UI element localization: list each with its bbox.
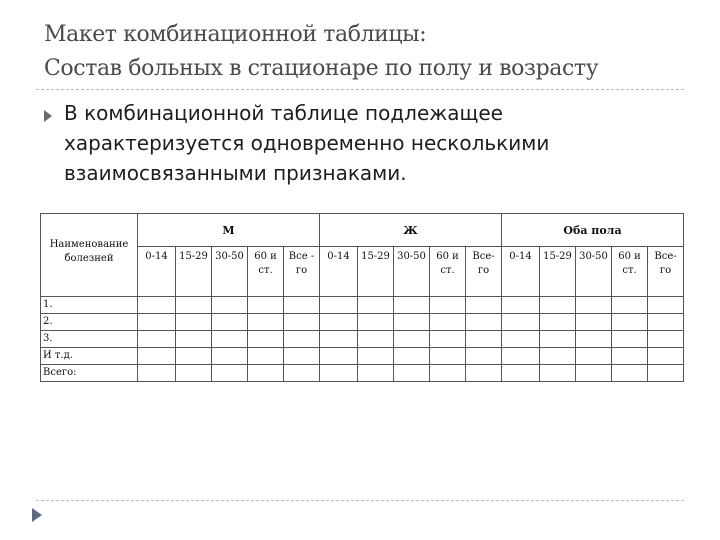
table-cell — [176, 331, 212, 348]
table-cell — [540, 365, 576, 382]
table-cell — [320, 331, 358, 348]
table-cell — [576, 314, 612, 331]
body-line-2: характеризуется одновременно несколькими — [64, 131, 550, 155]
table-cell — [430, 348, 466, 365]
table-cell — [540, 348, 576, 365]
row-label: 1. — [41, 297, 138, 314]
table-cell — [176, 314, 212, 331]
table-cell — [466, 331, 502, 348]
age-group-header: 0-14 — [320, 247, 358, 297]
table-cell — [394, 314, 430, 331]
table-cell — [358, 348, 394, 365]
table-cell — [284, 331, 320, 348]
table-cell — [138, 314, 176, 331]
table-cell — [576, 348, 612, 365]
title-divider — [36, 89, 684, 90]
age-group-header: 0-14 — [502, 247, 540, 297]
table-cell — [502, 297, 540, 314]
row-label: 3. — [41, 331, 138, 348]
table-cell — [648, 314, 684, 331]
table-cell — [248, 365, 284, 382]
table-cell — [394, 331, 430, 348]
table-cell — [176, 297, 212, 314]
table-cell — [248, 348, 284, 365]
table-cell — [358, 365, 394, 382]
table-cell — [430, 365, 466, 382]
table-cell — [576, 331, 612, 348]
table-cell — [320, 314, 358, 331]
combination-table-container — [40, 213, 684, 382]
age-group-header: 60 и ст. — [248, 247, 284, 297]
table-cell — [358, 297, 394, 314]
table-cell — [320, 365, 358, 382]
table-cell — [502, 348, 540, 365]
slide-nav-arrow-icon[interactable] — [32, 508, 42, 522]
body-line-3: взаимосвязанными признаками. — [64, 161, 407, 185]
table-cell — [540, 297, 576, 314]
table-cell — [502, 314, 540, 331]
table-cell — [394, 365, 430, 382]
table-cell — [612, 297, 648, 314]
table-cell — [248, 331, 284, 348]
age-group-header: 60 и ст. — [430, 247, 466, 297]
age-group-header: 30-50 — [394, 247, 430, 297]
table-cell — [466, 365, 502, 382]
table-cell — [138, 331, 176, 348]
age-group-header: Все- го — [648, 247, 684, 297]
row-label: Всего: — [41, 365, 138, 382]
body-line-1: В комбинационной таблице подлежащее — [64, 101, 503, 125]
combination-table — [40, 213, 684, 382]
table-cell — [502, 331, 540, 348]
table-cell — [540, 331, 576, 348]
age-group-header: 15-29 — [358, 247, 394, 297]
slide-title — [44, 18, 694, 86]
table-cell — [612, 314, 648, 331]
table-cell — [284, 365, 320, 382]
table-cell — [358, 331, 394, 348]
group-header-female: Ж — [320, 214, 502, 247]
table-cell — [212, 297, 248, 314]
table-cell — [284, 314, 320, 331]
slide-body-text — [64, 98, 664, 188]
table-cell — [284, 297, 320, 314]
table-cell — [502, 365, 540, 382]
age-group-header: 30-50 — [576, 247, 612, 297]
table-row — [41, 348, 684, 365]
table-cell — [320, 348, 358, 365]
table-cell — [212, 331, 248, 348]
table-cell — [430, 314, 466, 331]
table-cell — [648, 331, 684, 348]
age-group-header: Все- го — [466, 247, 502, 297]
table-cell — [466, 348, 502, 365]
table-cell — [612, 348, 648, 365]
table-cell — [248, 314, 284, 331]
table-cell — [648, 297, 684, 314]
slide-title-line-1: Макет комбинационной таблицы: — [44, 22, 427, 47]
table-row — [41, 314, 684, 331]
table-cell — [612, 331, 648, 348]
table-cell — [212, 365, 248, 382]
table-cell — [576, 297, 612, 314]
table-cell — [248, 297, 284, 314]
table-cell — [138, 365, 176, 382]
age-group-header: Все - го — [284, 247, 320, 297]
table-cell — [576, 365, 612, 382]
table-row — [41, 297, 684, 314]
age-group-header: 15-29 — [176, 247, 212, 297]
table-cell — [358, 314, 394, 331]
age-group-header: 30-50 — [212, 247, 248, 297]
age-group-header: 60 и ст. — [612, 247, 648, 297]
table-cell — [176, 365, 212, 382]
table-cell — [284, 348, 320, 365]
table-cell — [212, 348, 248, 365]
footer-divider — [36, 500, 684, 501]
bullet-arrow-icon — [44, 110, 52, 122]
table-cell — [466, 314, 502, 331]
table-cell — [540, 314, 576, 331]
table-cell — [648, 365, 684, 382]
table-cell — [320, 297, 358, 314]
table-cell — [394, 297, 430, 314]
table-cell — [430, 297, 466, 314]
table-row — [41, 365, 684, 382]
table-cell — [430, 331, 466, 348]
table-row — [41, 331, 684, 348]
disease-name-header: Наименование болезней — [41, 214, 138, 297]
slide-title-line-2: Состав больных в стационаре по полу и возрасту — [44, 56, 599, 81]
group-header-male: М — [138, 214, 320, 247]
group-header-both: Оба пола — [502, 214, 684, 247]
age-group-header: 0-14 — [138, 247, 176, 297]
table-cell — [612, 365, 648, 382]
table-cell — [138, 348, 176, 365]
table-cell — [648, 348, 684, 365]
table-cell — [394, 348, 430, 365]
table-cell — [466, 297, 502, 314]
table-cell — [138, 297, 176, 314]
age-group-header: 15-29 — [540, 247, 576, 297]
row-label: 2. — [41, 314, 138, 331]
table-cell — [212, 314, 248, 331]
table-cell — [176, 348, 212, 365]
row-label: И т.д. — [41, 348, 138, 365]
